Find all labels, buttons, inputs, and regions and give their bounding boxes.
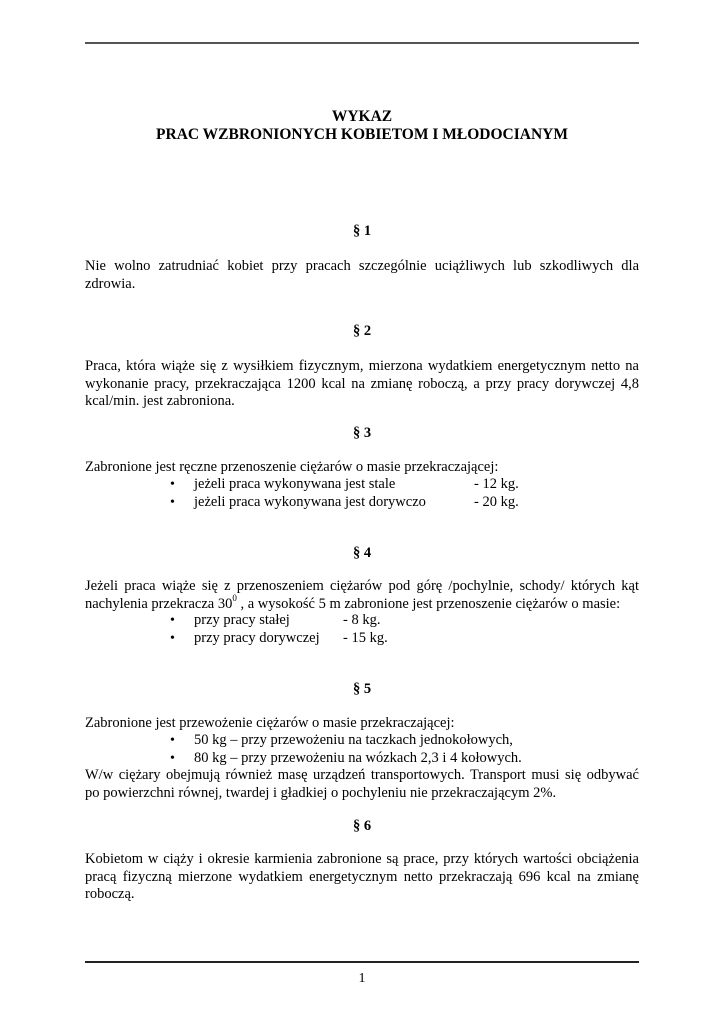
paragraph-line: roboczą. (85, 886, 135, 902)
section-2-paragraph (85, 358, 639, 411)
list-item (170, 750, 522, 768)
section-3-intro: Zabronione jest ręczne przenoszenie ciężarów o masie przekraczającej: (85, 459, 499, 475)
section-3-heading: § 3 (352, 425, 372, 441)
paragraph-line: Kobietom w ciąży i okresie karmienia zabronione są prace, przy których wartości obciążenia (85, 851, 639, 867)
list-item (170, 476, 519, 494)
bullet-icon: • (170, 630, 175, 646)
section-6-heading: § 6 (352, 818, 372, 834)
paragraph-line: Jeżeli praca wiąże się z przenoszeniem ciężarów pod górę /pochylnie, schody/ których kąt (85, 578, 639, 594)
section-4-list (170, 612, 388, 647)
list-item-text: 80 kg – przy przewożeniu na wózkach 2,3 i 4 kołowych. (194, 749, 522, 766)
list-item (170, 493, 519, 512)
bullet-icon: • (170, 613, 175, 628)
paragraph-line: wykonanie pracy, przekraczająca 1200 kcal na zmianę roboczą, a przy pracy dorywczej 4,8 (85, 375, 639, 392)
bullet-icon: • (170, 477, 175, 492)
section-6-paragraph (85, 851, 639, 904)
paragraph-line: W/w ciężary obejmują również masę urządzeń transportowych. Transport musi się odbywać (85, 767, 639, 783)
footer-rule (85, 961, 639, 963)
list-item-text: jeżeli praca wykonywana jest dorywczo (194, 493, 426, 510)
section-4-paragraph (85, 578, 639, 613)
bullet-icon: • (170, 750, 175, 766)
degree-superscript: 0 (232, 592, 237, 603)
paragraph-text: nachylenia przekracza 30 (85, 595, 233, 612)
document-title (85, 108, 639, 144)
list-item-text: 50 kg – przy przewożeniu na taczkach jednokołowych, (194, 732, 513, 748)
paragraph-line: Nie wolno zatrudniać kobiet przy pracach szczególnie uciążliwych lub szkodliwych dla (85, 258, 639, 274)
page-number: 1 (358, 971, 366, 986)
section-5-intro: Zabronione jest przewożenie ciężarów o masie przekraczającej: (85, 715, 455, 731)
list-item (170, 612, 381, 630)
header-rule (85, 42, 639, 44)
list-item-text: przy pracy dorywczej (194, 629, 320, 646)
section-2-heading: § 2 (352, 323, 372, 339)
list-item-value: - 8 kg. (343, 612, 381, 628)
section-4-heading: § 4 (352, 545, 372, 561)
section-5-paragraph (85, 767, 639, 802)
list-item-value: - 12 kg. (474, 476, 519, 492)
paragraph-line: Praca, która wiąże się z wysiłkiem fizycznym, mierzona wydatkiem energetycznym netto na (85, 358, 639, 374)
paragraph-line: pracą fizyczną mierzone wydatkiem energetycznym netto przekraczają 696 kcal na zmianę (85, 868, 639, 885)
bullet-icon: • (170, 733, 175, 748)
section-5-heading: § 5 (352, 681, 372, 697)
list-item-text: jeżeli praca wykonywana jest stale (194, 476, 396, 492)
section-5-list (170, 732, 522, 767)
paragraph-line: zdrowia. (85, 275, 136, 292)
bullet-icon: • (170, 494, 175, 510)
section-3-list (170, 476, 519, 511)
paragraph-line: po powierzchni równej, twardej i gładkiej o pochyleniu nie przekraczającym 2%. (85, 784, 557, 801)
paragraph-line: kcal/min. jest zabroniona. (85, 393, 235, 409)
paragraph-line (85, 592, 639, 614)
section-1-paragraph (85, 258, 639, 293)
list-item-value: - 15 kg. (343, 629, 388, 646)
title-line-1: WYKAZ (331, 108, 393, 125)
list-item (170, 732, 522, 750)
list-item-value: - 20 kg. (474, 493, 519, 510)
section-1-heading: § 1 (352, 223, 372, 239)
title-line-2: PRAC WZBRONIONYCH KOBIETOM I MŁODOCIANYM (156, 126, 568, 143)
paragraph-text: , a wysokość 5 m zabronione jest przenoszenie ciężarów o masie: (236, 595, 621, 612)
list-item-text: przy pracy stałej (194, 612, 290, 628)
list-item (170, 629, 388, 648)
